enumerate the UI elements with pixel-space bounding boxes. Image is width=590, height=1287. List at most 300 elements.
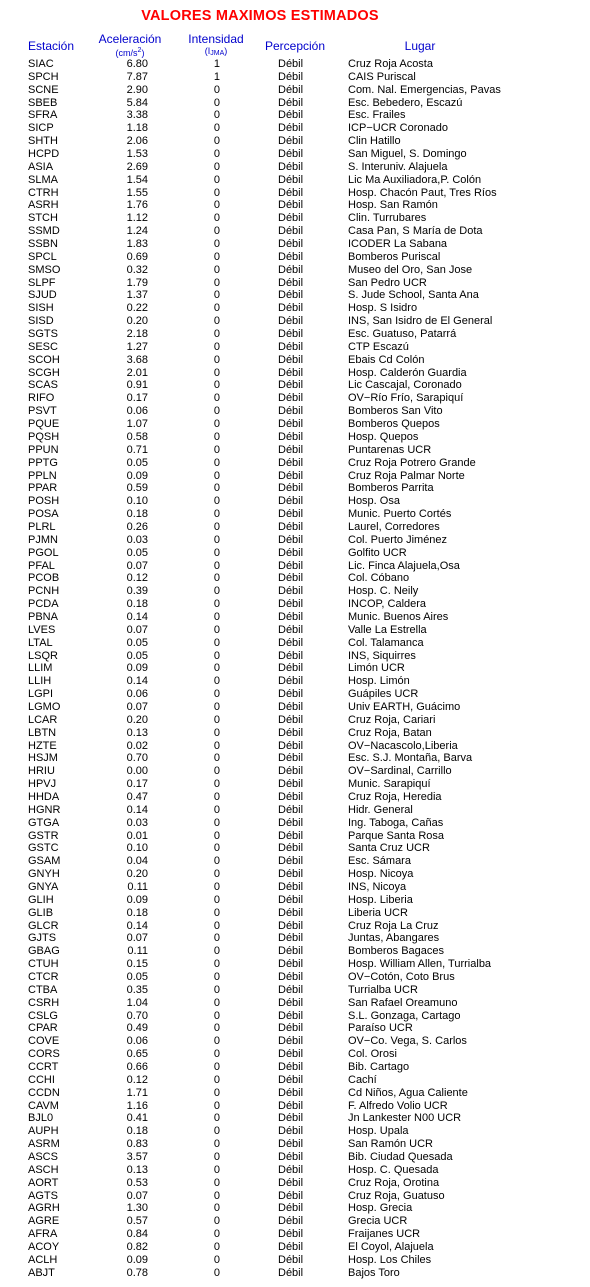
table-row bbox=[0, 842, 590, 855]
cell-estacion: AUPH bbox=[28, 1125, 59, 1138]
cell-percepcion: Débil bbox=[278, 238, 304, 251]
cell-intensidad: 0 bbox=[213, 1009, 220, 1022]
cell-aceleracion: 0.57 bbox=[126, 1215, 148, 1228]
table-row bbox=[0, 392, 590, 405]
cell-lugar: Cd Niños, Agua Caliente bbox=[348, 1086, 468, 1099]
cell-aceleracion: 0.05 bbox=[126, 456, 148, 469]
cell-lugar: S.L. Gonzaga, Cartago bbox=[348, 1009, 461, 1022]
cell-lugar: San Rafael Oreamuno bbox=[348, 996, 458, 1009]
cell-intensidad: 0 bbox=[213, 238, 220, 251]
table-row bbox=[0, 1087, 590, 1100]
table-row bbox=[0, 225, 590, 238]
cell-percepcion: Débil bbox=[278, 1073, 304, 1086]
cell-aceleracion: 0.18 bbox=[126, 906, 148, 919]
cell-aceleracion: 0.18 bbox=[126, 508, 148, 521]
cell-aceleracion: 0.58 bbox=[126, 430, 148, 443]
cell-aceleracion: 0.05 bbox=[126, 971, 148, 984]
cell-intensidad: 0 bbox=[213, 546, 220, 559]
cell-aceleracion: 0.07 bbox=[126, 559, 148, 572]
cell-intensidad: 0 bbox=[213, 186, 220, 199]
cell-percepcion: Débil bbox=[278, 932, 304, 945]
table-row bbox=[0, 611, 590, 624]
cell-intensidad: 0 bbox=[213, 906, 220, 919]
cell-percepcion: Débil bbox=[278, 469, 304, 482]
cell-percepcion: Débil bbox=[278, 443, 304, 456]
cell-intensidad: 0 bbox=[213, 1086, 220, 1099]
cell-percepcion: Débil bbox=[278, 1241, 304, 1254]
cell-aceleracion: 0.18 bbox=[126, 1125, 148, 1138]
table-row bbox=[0, 1177, 590, 1190]
cell-percepcion: Débil bbox=[278, 508, 304, 521]
cell-estacion: GNYA bbox=[28, 881, 59, 893]
cell-lugar: OV−Cotón, Coto Brus bbox=[348, 971, 455, 984]
cell-percepcion: Débil bbox=[278, 135, 304, 148]
cell-intensidad: 0 bbox=[213, 636, 220, 649]
cell-estacion: HCPD bbox=[28, 148, 60, 161]
cell-aceleracion: 0.04 bbox=[126, 855, 148, 868]
cell-lugar: Hosp. S Isidro bbox=[348, 302, 418, 315]
cell-lugar: Bomberos Parrita bbox=[348, 482, 434, 495]
cell-intensidad: 0 bbox=[213, 1099, 220, 1112]
table-row bbox=[0, 457, 590, 470]
cell-estacion: AGTS bbox=[28, 1189, 58, 1202]
cell-estacion: SESC bbox=[28, 340, 58, 353]
table-row bbox=[0, 765, 590, 778]
cell-lugar: Turrialba UCR bbox=[348, 983, 418, 996]
table-row bbox=[0, 97, 590, 110]
cell-aceleracion: 1.07 bbox=[126, 418, 148, 431]
cell-lugar: Hosp. Upala bbox=[348, 1125, 409, 1138]
cell-intensidad: 0 bbox=[213, 881, 220, 893]
table-row bbox=[0, 598, 590, 611]
cell-lugar: Cruz Roja, Batan bbox=[348, 726, 432, 739]
cell-lugar: S. Jude School, Santa Ana bbox=[348, 289, 479, 302]
cell-intensidad: 0 bbox=[213, 1073, 220, 1086]
table-row bbox=[0, 650, 590, 663]
cell-percepcion: Débil bbox=[278, 662, 304, 675]
cell-estacion: CCRT bbox=[28, 1061, 59, 1074]
cell-estacion: CAVM bbox=[28, 1099, 59, 1112]
table-row bbox=[0, 482, 590, 495]
cell-intensidad: 0 bbox=[213, 752, 220, 765]
cell-aceleracion: 0.14 bbox=[126, 803, 148, 816]
cell-intensidad: 0 bbox=[213, 353, 220, 366]
cell-percepcion: Débil bbox=[278, 893, 304, 906]
cell-estacion: HSJM bbox=[28, 752, 58, 765]
cell-lugar: Hosp. C. Quesada bbox=[348, 1163, 439, 1176]
cell-intensidad: 0 bbox=[213, 366, 220, 379]
cell-aceleracion: 0.07 bbox=[126, 1189, 148, 1202]
cell-lugar: San Pedro UCR bbox=[348, 276, 427, 289]
cell-lugar: Ing. Taboga, Cañas bbox=[348, 816, 444, 829]
cell-percepcion: Débil bbox=[278, 315, 304, 328]
cell-estacion: PPAR bbox=[28, 482, 58, 495]
table-row bbox=[0, 727, 590, 740]
cell-intensidad: 0 bbox=[213, 623, 220, 636]
cell-estacion: PLRL bbox=[28, 520, 56, 533]
cell-intensidad: 0 bbox=[213, 469, 220, 482]
cell-intensidad: 0 bbox=[213, 520, 220, 533]
cell-aceleracion: 1.30 bbox=[126, 1202, 148, 1215]
cell-aceleracion: 0.17 bbox=[126, 392, 148, 405]
cell-aceleracion: 0.20 bbox=[126, 315, 148, 328]
table-row bbox=[0, 1202, 590, 1215]
cell-percepcion: Débil bbox=[278, 533, 304, 546]
cell-intensidad: 0 bbox=[213, 173, 220, 186]
table-row bbox=[0, 470, 590, 483]
header-estacion bbox=[28, 40, 74, 52]
cell-percepcion: Débil bbox=[278, 855, 304, 868]
table-row bbox=[0, 521, 590, 534]
cell-intensidad: 0 bbox=[213, 971, 220, 984]
cell-percepcion: Débil bbox=[278, 971, 304, 984]
cell-percepcion: Débil bbox=[278, 1215, 304, 1228]
table-row bbox=[0, 444, 590, 457]
table-row bbox=[0, 1254, 590, 1267]
cell-intensidad: 0 bbox=[213, 83, 220, 96]
cell-estacion: ASRM bbox=[28, 1138, 60, 1151]
cell-estacion: GJTS bbox=[28, 932, 57, 945]
cell-lugar: Cruz Roja Potrero Grande bbox=[348, 456, 476, 469]
cell-aceleracion: 2.01 bbox=[126, 366, 148, 379]
cell-intensidad: 0 bbox=[213, 1035, 220, 1048]
cell-intensidad: 0 bbox=[213, 263, 220, 276]
cell-aceleracion: 0.78 bbox=[126, 1266, 148, 1279]
table-row bbox=[0, 315, 590, 328]
cell-lugar: Esc. Bebedero, Escazú bbox=[348, 96, 463, 109]
table-row bbox=[0, 778, 590, 791]
table-row bbox=[0, 1190, 590, 1203]
cell-aceleracion: 1.79 bbox=[126, 276, 148, 289]
cell-aceleracion: 1.76 bbox=[126, 199, 148, 212]
cell-intensidad: 0 bbox=[213, 340, 220, 353]
cell-percepcion: Débil bbox=[278, 623, 304, 636]
cell-intensidad: 0 bbox=[213, 790, 220, 803]
table-row bbox=[0, 148, 590, 161]
cell-aceleracion: 0.66 bbox=[126, 1061, 148, 1074]
cell-estacion: SISH bbox=[28, 302, 54, 315]
cell-percepcion: Débil bbox=[278, 212, 304, 225]
cell-lugar: Puntarenas UCR bbox=[348, 443, 432, 456]
cell-aceleracion: 2.90 bbox=[126, 83, 148, 96]
cell-aceleracion: 1.16 bbox=[126, 1099, 148, 1112]
table-row bbox=[0, 791, 590, 804]
table-row bbox=[0, 302, 590, 315]
cell-lugar: F. Alfredo Volio UCR bbox=[348, 1099, 448, 1112]
cell-lugar: Lic Ma Auxiliadora,P. Colón bbox=[348, 173, 482, 186]
cell-percepcion: Débil bbox=[278, 881, 304, 893]
cell-estacion: SCAS bbox=[28, 379, 58, 392]
cell-aceleracion: 0.15 bbox=[126, 958, 148, 971]
cell-aceleracion: 1.04 bbox=[126, 996, 148, 1009]
cell-aceleracion: 0.06 bbox=[126, 688, 148, 701]
table-row bbox=[0, 817, 590, 830]
header-percepcion-label: Percepción bbox=[264, 39, 326, 53]
cell-percepcion: Débil bbox=[278, 598, 304, 611]
cell-estacion: COVE bbox=[28, 1035, 60, 1048]
cell-aceleracion: 0.05 bbox=[126, 649, 148, 662]
cell-estacion: RIFO bbox=[28, 392, 55, 405]
cell-estacion: AGRH bbox=[28, 1202, 60, 1215]
cell-intensidad: 0 bbox=[213, 418, 220, 431]
table-row bbox=[0, 868, 590, 881]
cell-percepcion: Débil bbox=[278, 803, 304, 816]
cell-intensidad: 0 bbox=[213, 688, 220, 701]
cell-aceleracion: 0.35 bbox=[126, 983, 148, 996]
table-row bbox=[0, 1010, 590, 1023]
cell-intensidad: 0 bbox=[213, 443, 220, 456]
cell-lugar: ICP−UCR Coronado bbox=[348, 122, 448, 135]
cell-intensidad: 0 bbox=[213, 276, 220, 289]
cell-estacion: CCHI bbox=[28, 1073, 55, 1086]
cell-percepcion: Débil bbox=[278, 1163, 304, 1176]
cell-estacion: ASCS bbox=[28, 1151, 58, 1164]
cell-estacion: ASRH bbox=[28, 199, 59, 212]
header-intensidad bbox=[180, 33, 252, 60]
cell-estacion: CSLG bbox=[28, 1009, 58, 1022]
cell-aceleracion: 0.83 bbox=[126, 1138, 148, 1151]
cell-lugar: Cruz Roja La Cruz bbox=[348, 919, 439, 932]
cell-percepcion: Débil bbox=[278, 958, 304, 971]
cell-aceleracion: 0.65 bbox=[126, 1048, 148, 1061]
cell-estacion: GLIH bbox=[28, 893, 54, 906]
cell-lugar: Jn Lankester N00 UCR bbox=[348, 1112, 462, 1125]
cell-lugar: Cruz Roja, Guatuso bbox=[348, 1189, 445, 1202]
table-row bbox=[0, 997, 590, 1010]
table-row bbox=[0, 984, 590, 997]
cell-lugar: Munic. Buenos Aires bbox=[348, 610, 449, 623]
cell-lugar: ICODER La Sabana bbox=[348, 238, 448, 251]
cell-estacion: PQUE bbox=[28, 418, 60, 431]
cell-estacion: GTGA bbox=[28, 816, 60, 829]
cell-aceleracion: 0.84 bbox=[126, 1228, 148, 1241]
cell-intensidad: 0 bbox=[213, 109, 220, 122]
cell-aceleracion: 1.18 bbox=[126, 122, 148, 135]
header-aceleracion bbox=[90, 33, 170, 59]
table-row bbox=[0, 264, 590, 277]
cell-estacion: SCOH bbox=[28, 353, 60, 366]
cell-intensidad: 0 bbox=[213, 328, 220, 341]
table-row bbox=[0, 495, 590, 508]
cell-estacion: CTCR bbox=[28, 971, 59, 984]
cell-aceleracion: 0.41 bbox=[126, 1112, 148, 1125]
table-row bbox=[0, 58, 590, 71]
header-estacion-label: Estación bbox=[28, 39, 75, 53]
cell-estacion: LVES bbox=[28, 623, 56, 636]
cell-lugar: OV−Co. Vega, S. Carlos bbox=[348, 1035, 467, 1048]
cell-lugar: Hosp. San Ramón bbox=[348, 199, 438, 212]
cell-aceleracion: 0.05 bbox=[126, 636, 148, 649]
table-row bbox=[0, 740, 590, 753]
cell-lugar: Juntas, Abangares bbox=[348, 932, 440, 945]
cell-intensidad: 0 bbox=[213, 430, 220, 443]
cell-estacion: PFAL bbox=[28, 559, 55, 572]
cell-percepcion: Débil bbox=[278, 186, 304, 199]
cell-estacion: ACOY bbox=[28, 1241, 60, 1254]
cell-intensidad: 0 bbox=[213, 379, 220, 392]
table-row bbox=[0, 289, 590, 302]
table-row bbox=[0, 560, 590, 573]
cell-aceleracion: 0.47 bbox=[126, 790, 148, 803]
table-row bbox=[0, 1138, 590, 1151]
cell-percepcion: Débil bbox=[278, 340, 304, 353]
cell-lugar: Limón UCR bbox=[348, 662, 405, 675]
cell-aceleracion: 6.80 bbox=[126, 58, 148, 70]
cell-percepcion: Débil bbox=[278, 610, 304, 623]
cell-estacion: SICP bbox=[28, 122, 54, 135]
table-row bbox=[0, 161, 590, 174]
cell-estacion: CCDN bbox=[28, 1086, 60, 1099]
header-intensidad-label: Intensidad bbox=[188, 32, 244, 46]
table-row bbox=[0, 122, 590, 135]
table-row bbox=[0, 418, 590, 431]
cell-estacion: PJMN bbox=[28, 533, 58, 546]
table-row bbox=[0, 675, 590, 688]
cell-percepcion: Débil bbox=[278, 868, 304, 881]
cell-intensidad: 0 bbox=[213, 919, 220, 932]
cell-percepcion: Débil bbox=[278, 263, 304, 276]
cell-estacion: SCNE bbox=[28, 83, 59, 96]
cell-estacion: GLCR bbox=[28, 919, 59, 932]
cell-lugar: Golfito UCR bbox=[348, 546, 407, 559]
cell-intensidad: 0 bbox=[213, 598, 220, 611]
cell-percepcion: Débil bbox=[278, 1189, 304, 1202]
cell-estacion: LSQR bbox=[28, 649, 58, 662]
cell-percepcion: Débil bbox=[278, 353, 304, 366]
cell-estacion: CTUH bbox=[28, 958, 59, 971]
cell-aceleracion: 0.01 bbox=[126, 829, 148, 842]
cell-estacion: SMSO bbox=[28, 263, 61, 276]
table-row bbox=[0, 1125, 590, 1138]
cell-intensidad: 0 bbox=[213, 1163, 220, 1176]
cell-estacion: CSRH bbox=[28, 996, 60, 1009]
cell-intensidad: 0 bbox=[213, 700, 220, 713]
cell-aceleracion: 3.57 bbox=[126, 1151, 148, 1164]
cell-estacion: SHTH bbox=[28, 135, 58, 148]
cell-lugar: Lic. Finca Alajuela,Osa bbox=[348, 559, 460, 572]
cell-intensidad: 0 bbox=[213, 495, 220, 508]
table-row bbox=[0, 174, 590, 187]
table-row bbox=[0, 637, 590, 650]
cell-aceleracion: 1.12 bbox=[126, 212, 148, 225]
table-row bbox=[0, 341, 590, 354]
cell-aceleracion: 0.12 bbox=[126, 1073, 148, 1086]
cell-percepcion: Débil bbox=[278, 700, 304, 713]
cell-percepcion: Débil bbox=[278, 752, 304, 765]
table-row bbox=[0, 585, 590, 598]
cell-percepcion: Débil bbox=[278, 829, 304, 842]
cell-estacion: SLPF bbox=[28, 276, 56, 289]
table-row bbox=[0, 830, 590, 843]
table-row bbox=[0, 1228, 590, 1241]
cell-estacion: HRIU bbox=[28, 765, 55, 778]
cell-intensidad: 0 bbox=[213, 160, 220, 173]
cell-lugar: Cruz Roja, Cariari bbox=[348, 713, 436, 726]
cell-lugar: Univ EARTH, Guácimo bbox=[348, 700, 461, 713]
cell-percepcion: Débil bbox=[278, 649, 304, 662]
table-row bbox=[0, 907, 590, 920]
table-row bbox=[0, 662, 590, 675]
cell-aceleracion: 3.38 bbox=[126, 109, 148, 122]
cell-intensidad: 0 bbox=[213, 585, 220, 598]
cell-percepcion: Débil bbox=[278, 495, 304, 508]
cell-estacion: GNYH bbox=[28, 868, 60, 881]
cell-aceleracion: 0.11 bbox=[127, 945, 148, 958]
cell-lugar: Grecia UCR bbox=[348, 1215, 408, 1228]
cell-aceleracion: 0.70 bbox=[126, 1009, 148, 1022]
table-row bbox=[0, 379, 590, 392]
cell-lugar: INCOP, Caldera bbox=[348, 598, 427, 611]
cell-estacion: HGNR bbox=[28, 803, 61, 816]
cell-intensidad: 0 bbox=[213, 662, 220, 675]
cell-estacion: LLIM bbox=[28, 662, 53, 675]
cell-percepcion: Débil bbox=[278, 1228, 304, 1241]
cell-intensidad: 0 bbox=[213, 392, 220, 405]
cell-intensidad: 1 bbox=[213, 58, 220, 70]
cell-intensidad: 0 bbox=[213, 148, 220, 161]
cell-percepcion: Débil bbox=[278, 546, 304, 559]
table-row bbox=[0, 135, 590, 148]
cell-estacion: ACLH bbox=[28, 1253, 58, 1266]
cell-aceleracion: 0.26 bbox=[126, 520, 148, 533]
cell-percepcion: Débil bbox=[278, 1086, 304, 1099]
cell-intensidad: 0 bbox=[213, 225, 220, 238]
cell-lugar: Cruz Roja Palmar Norte bbox=[348, 469, 465, 482]
cell-percepcion: Débil bbox=[278, 983, 304, 996]
cell-intensidad: 0 bbox=[213, 1112, 220, 1125]
cell-lugar: Bib. Ciudad Quesada bbox=[348, 1151, 453, 1164]
cell-percepcion: Débil bbox=[278, 713, 304, 726]
cell-lugar: Cachí bbox=[348, 1073, 377, 1086]
cell-intensidad: 0 bbox=[213, 958, 220, 971]
header-percepcion bbox=[258, 40, 332, 52]
cell-intensidad: 0 bbox=[213, 610, 220, 623]
cell-intensidad: 0 bbox=[213, 1189, 220, 1202]
cell-lugar: San Miguel, S. Domingo bbox=[348, 148, 467, 161]
cell-aceleracion: 0.20 bbox=[126, 713, 148, 726]
cell-aceleracion: 0.07 bbox=[126, 700, 148, 713]
cell-estacion: PBNA bbox=[28, 610, 58, 623]
cell-lugar: Liberia UCR bbox=[348, 906, 408, 919]
cell-percepcion: Débil bbox=[278, 58, 304, 70]
cell-lugar: Paraíso UCR bbox=[348, 1022, 413, 1035]
cell-estacion: SPCL bbox=[28, 250, 57, 263]
cell-percepcion: Débil bbox=[278, 250, 304, 263]
cell-lugar: Bomberos San Vito bbox=[348, 405, 443, 418]
cell-lugar: S. Interuniv. Alajuela bbox=[348, 160, 448, 173]
table-row bbox=[0, 881, 590, 894]
cell-percepcion: Débil bbox=[278, 1035, 304, 1048]
cell-estacion: PPTG bbox=[28, 456, 58, 469]
cell-intensidad: 0 bbox=[213, 855, 220, 868]
cell-aceleracion: 1.37 bbox=[126, 289, 148, 302]
table-row bbox=[0, 199, 590, 212]
cell-lugar: Clin. Turrubares bbox=[348, 212, 427, 225]
cell-lugar: El Coyol, Alajuela bbox=[348, 1241, 434, 1254]
table-row bbox=[0, 1048, 590, 1061]
cell-intensidad: 1 bbox=[213, 70, 220, 83]
cell-percepcion: Débil bbox=[278, 109, 304, 122]
table-row bbox=[0, 367, 590, 380]
cell-aceleracion: 0.20 bbox=[126, 868, 148, 881]
cell-percepcion: Débil bbox=[278, 1099, 304, 1112]
cell-aceleracion: 1.24 bbox=[126, 225, 148, 238]
cell-intensidad: 0 bbox=[213, 315, 220, 328]
header-lugar-label: Lugar bbox=[404, 39, 436, 53]
cell-estacion: CTRH bbox=[28, 186, 59, 199]
cell-aceleracion: 0.17 bbox=[126, 778, 148, 791]
cell-percepcion: Débil bbox=[278, 816, 304, 829]
